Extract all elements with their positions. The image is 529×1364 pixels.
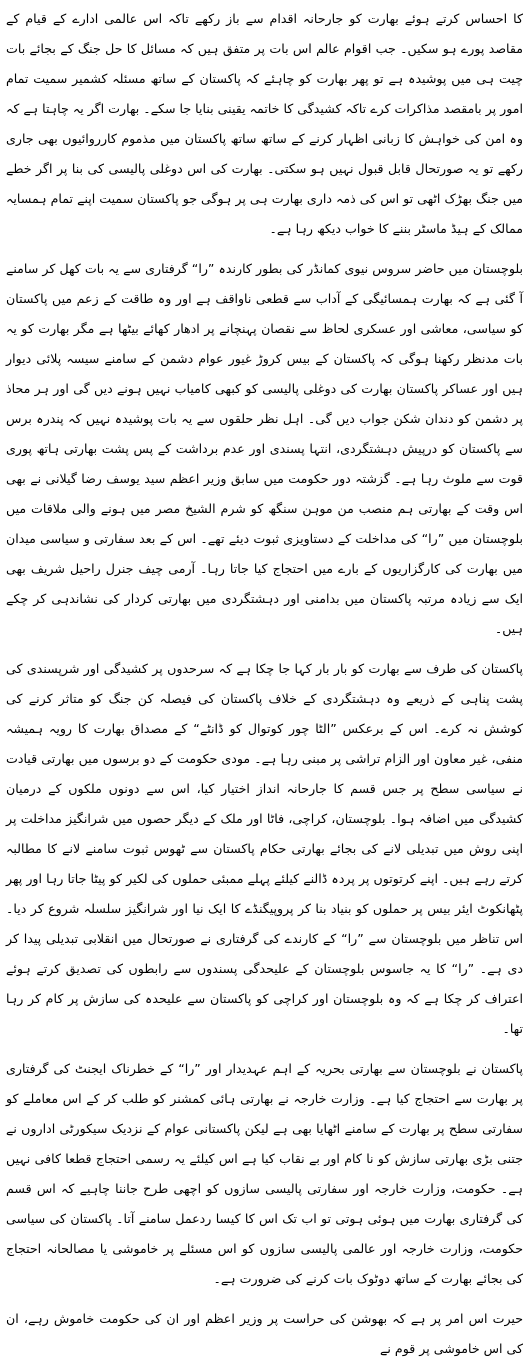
article-paragraph: کا احساس کرتے ہوئے بھارت کو جارحانہ اقدام سے باز رکھے تاکہ اس عالمی ادارے کے قیام کے مقاصد پورے ہو سکیں۔ جب اقوام عالم اس بات پر متفق ہیں کہ مسائل کا حل جنگ کے بجائے بات چیت ہی میں پوشیدہ ہے تو پھر بھارت کو چاہئے کہ پاکستان کے ساتھ مسئلہ کشمیر سمیت تمام امور پر بامقصد مذاکرات کرے تاکہ کشیدگی کا خاتمہ یقینی بنایا جا سکے۔ بھارت اگر یہ چاہتا ہے کہ وہ امن کی خواہش کا زبانی اظہار کرنے کے ساتھ ساتھ پاکستان میں مذموم کارروائیوں بھی جاری رکھے تو یہ صورتحال قابل قبول نہیں ہو سکتی۔ بھارت کی اس دوغلی پالیسی کی بنا پر اگر خطے میں جنگ بھڑک اٹھی تو اس کی ذمہ داری بھارت ہی پر ہوگی جو پاکستان سمیت اپنے تمام ہمسایہ ممالک کے ہیڈ ماسٹر بننے کا خواب دیکھ رہا ہے۔ [6,11,523,236]
article-paragraph: پاکستان نے بلوچستان سے بھارتی بحریہ کے اہم عہدیدار اور ”را“ کے خطرناک ایجنٹ کی گرفتاری پر بھارت سے احتجاج کیا ہے۔ وزارت خارجہ نے بھارتی ہائی کمشنر کو طلب کر کے اس معاملے کو سفارتی سطح پر بھارت کے سامنے اٹھایا بھی ہے لیکن پاکستانی عوام کے نزدیک سیکورٹی اداروں نے جتنی بڑی بھارتی سازش کو نا کام اور بے نقاب کیا ہے اس کیلئے یہ رسمی احتجاج قطعا کافی نہیں ہے۔ حکومت، وزارت خارجہ اور سفارتی پالیسی سازوں کو اچھی طرح جاننا چاہیے کہ اس قسم کی گرفتاری بھارت میں ہوئی ہوتی تو اب تک اس کا کیسا ردعمل سامنے آتا۔ پاکستان کی سیاسی حکومت، وزارت خارجہ اور عالمی پالیسی سازوں کو اس مسئلے پر خاموشی یا مصالحانہ احتجاج کی بجائے بھارت کے ساتھ دوٹوک بات کرنے کی ضرورت ہے۔ [6,1061,523,1286]
article-paragraph: پاکستان کی طرف سے بھارت کو بار بار کہا جا چکا ہے کہ سرحدوں پر کشیدگی اور شرپسندی کی پشت پناہی کے ذریعے وہ دہشتگردی کے خلاف پاکستان کی فیصلہ کن جنگ کو متاثر کرنے کی کوشش نہ کرے۔ اس کے برعکس ”الٹا چور کوتوال کو ڈانٹے“ کے مصداق بھارت کا رویہ ہمیشہ منفی، غیر معاون اور الزام تراشی پر مبنی رہا ہے۔ مودی حکومت کے دو برسوں میں بھارتی قیادت نے سیاسی سطح پر جس قسم کا جارحانہ انداز اختیار کیا، اس سے دونوں ملکوں کے درمیان کشیدگی میں اضافہ ہوا۔ بلوچستان، کراچی، فاٹا اور ملک کے دیگر حصوں میں شرانگیز مداخلت پر اپنی روش میں تبدیلی لانے کی بجائے بھارتی حکام پاکستان سے ٹھوس ثبوت سامنے لانے کا مطالبہ کرتے رہے ہیں۔ اپنے کرتوتوں پر پردہ ڈالنے کیلئے پہلے ممبئی حملوں کی لکیر کو پیٹا جاتا رہا اور پھر پٹھانکوٹ ایئر بیس پر حملوں کو بنیاد بنا کر پروپیگنڈے کا ایک نیا اور شرانگیز سلسلہ شروع کر دیا۔ اس تناظر میں بلوچستان سے ”را“ کے کارندے کی گرفتاری نے صورتحال میں انقلابی تبدیلی پیدا کر دی ہے۔ ”را“ کا یہ جاسوس بلوچستان کے علیحدگی پسندوں سے رابطوں کی تصدیق کرتے ہوئے اعتراف کر چکا ہے کہ وہ بلوچستان اور کراچی کو پاکستان سے علیحدہ کی سازش پر کام کر رہا تھا۔ [6,661,523,1036]
article-paragraph: بلوچستان میں حاضر سروس نیوی کمانڈر کی بطور کارندہ ”را“ گرفتاری سے یہ بات کھل کر سامنے آ گئی ہے کہ بھارت ہمسائیگی کے آداب سے قطعی ناواقف ہے اور وہ طاقت کے زعم میں پاکستان کو سیاسی، معاشی اور عسکری لحاظ سے نقصان پہنچانے پر ادھار کھائے بیٹھا ہے مگر بھارت کو یہ بات مدنظر رکھنا ہوگی کہ پاکستان کے بیس کروڑ غیور عوام دشمن کے سامنے سیسہ پلائی دیوار ہیں اور عساکر پاکستان بھارت کی دوغلی پالیسی کو کبھی کامیاب نہیں ہونے دیں گی اور ہر محاذ پر دشمن کو دندان شکن جواب دیں گی۔ اہل نظر حلقوں سے یہ بات پوشیدہ نہیں کہ پندرہ برس سے پاکستان کو درپیش دہشتگردی، انتہا پسندی اور عدم برداشت کے پس پشت بھارتی ہاتھ پوری قوت سے ملوث رہا ہے۔ گزشتہ دور حکومت میں سابق وزیر اعظم سید یوسف رضا گیلانی نے بھی اس وقت کے بھارتی ہم منصب من موہن سنگھ کو شرم الشیخ مصر میں ہونے والی ملاقات میں بلوچستان میں ”را“ کی مداخلت کے دستاویزی ثبوت دیئے تھے۔ اس کے بعد سفارتی و سیاسی میدان میں بھارت کی کارگزاریوں کے بارے میں احتجاج کیا جاتا رہا۔ آرمی چیف جنرل راحیل شریف بھی ایک سے زیادہ مرتبہ پاکستان میں بدامنی اور دہشتگردی میں بھارتی کردار کی نشاندہی کر چکے ہیں۔ [6,261,523,636]
article-paragraph: حیرت اس امر پر ہے کہ بھوشن کی حراست پر وزیر اعظم اور ان کی حکومت خاموش رہے، ان کی اس خاموشی پر قوم نے [6,1311,523,1356]
